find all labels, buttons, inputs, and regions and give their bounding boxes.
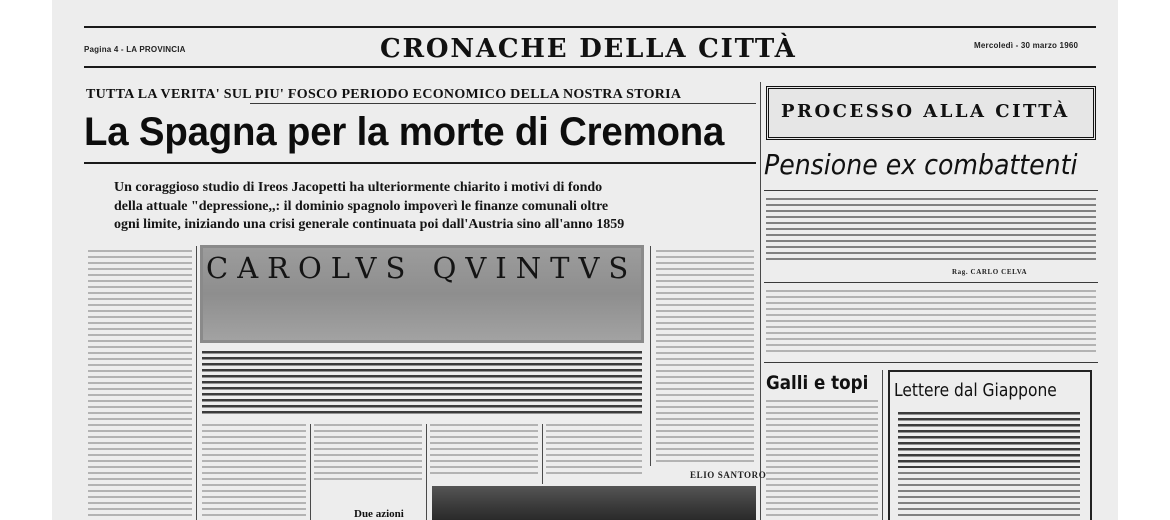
letters-body	[898, 472, 1080, 518]
sidebar-rule	[764, 282, 1098, 283]
top-rule	[84, 26, 1096, 28]
sidebar-box-title-text: PROCESSO ALLA CITTÀ	[781, 101, 1070, 122]
inscription-photo	[200, 245, 644, 343]
sidebar-body-1	[766, 198, 1096, 264]
page-label: Pagina 4 - LA PROVINCIA	[84, 45, 186, 54]
sidebar-rule	[764, 190, 1098, 191]
subhead: Due azioni	[354, 508, 404, 520]
lead-headline: La Spagna per la morte di Cremona	[84, 110, 725, 154]
sidebar-body-2	[766, 290, 1096, 354]
column-rule	[882, 370, 883, 520]
sidebar-headline: Pensione ex combattenti	[764, 148, 1078, 181]
column-rule	[196, 246, 197, 520]
body-column-4	[430, 424, 538, 476]
standfirst-line: della attuale "depressione,,: il dominio spagnolo impoverì le finanze comunali oltre	[114, 198, 609, 214]
kicker-underline	[250, 103, 756, 104]
photo-caption	[202, 351, 642, 415]
body-column-right	[656, 250, 754, 462]
letters-title: Lettere dal Giappone	[894, 380, 1057, 401]
photo-inscription: CAROLVS QVINTVS	[206, 251, 638, 285]
section-title: CRONACHE DELLA CITTÀ	[380, 34, 797, 64]
column-rule	[650, 246, 651, 466]
lower-photo	[432, 486, 756, 520]
byline: ELIO SANTORO	[690, 470, 767, 480]
sidebar-rule	[764, 362, 1098, 363]
sidebar-signature: Rag. CARLO CELVA	[952, 268, 1028, 276]
body-column-5	[546, 424, 642, 476]
sidebar-subheadline: Galli e topi	[766, 372, 869, 394]
sidebar-body-3	[766, 400, 878, 520]
body-column-2	[202, 424, 306, 520]
letters-body-bold	[898, 412, 1080, 468]
newspaper-page	[52, 0, 1118, 520]
column-rule	[310, 424, 311, 520]
standfirst-line: Un coraggioso studio di Ireos Jacopetti ha ulteriormente chiarito i motivi di fondo	[114, 180, 603, 195]
page-date: Mercoledì - 30 marzo 1960	[974, 41, 1079, 50]
column-divider	[760, 82, 761, 520]
column-rule	[542, 424, 543, 484]
standfirst-line: ogni limite, iniziando una crisi generale continuata poi dall'Austria sino all'anno 1859	[114, 217, 625, 232]
column-rule	[426, 424, 427, 520]
lead-standfirst	[114, 179, 736, 235]
body-column-1	[88, 250, 192, 520]
masthead-bottom-rule	[84, 66, 1096, 68]
body-column-3	[314, 424, 422, 484]
headline-rule	[84, 162, 756, 164]
letters-box	[888, 370, 1092, 520]
sidebar-box-title	[766, 86, 1096, 140]
lead-kicker: TUTTA LA VERITA' SUL PIU' FOSCO PERIODO ECONOMICO DELLA NOSTRA STORIA	[86, 87, 682, 102]
